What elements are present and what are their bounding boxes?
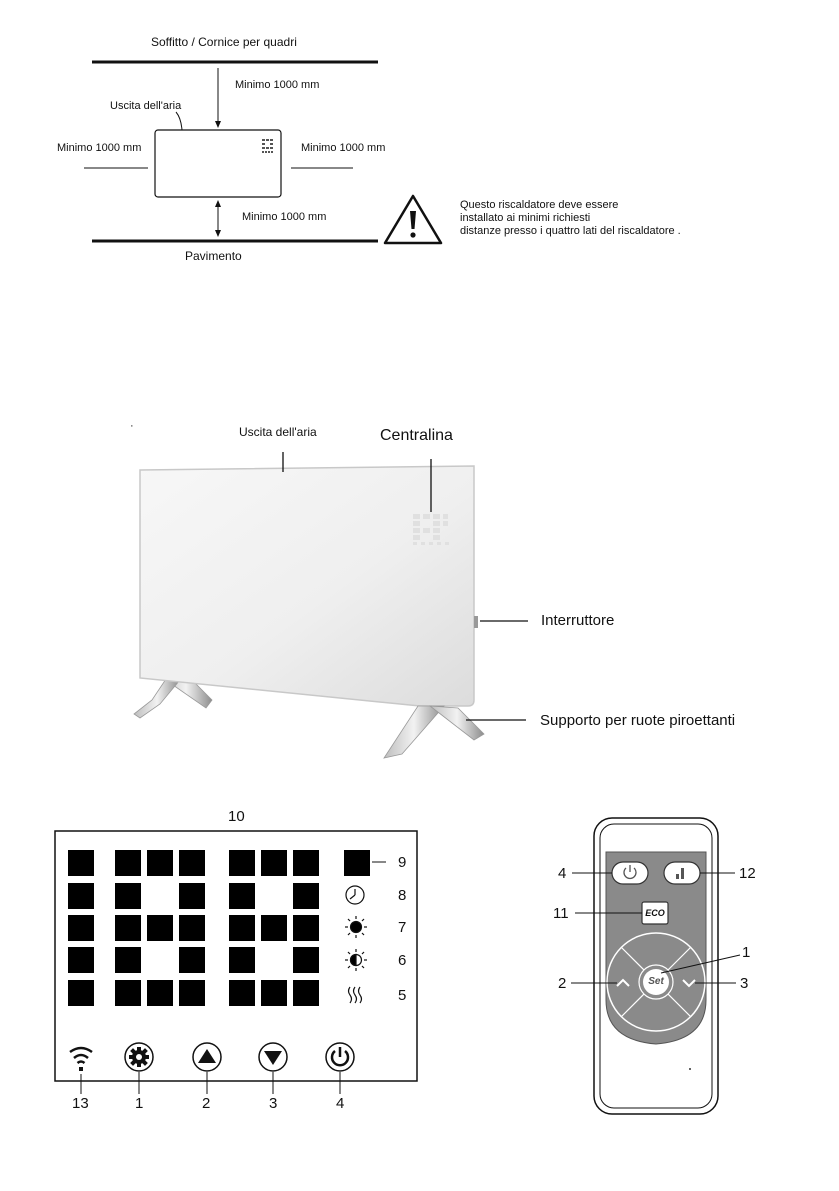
ceiling-label: Soffitto / Cornice per quadri bbox=[151, 35, 297, 49]
callout-1: 1 bbox=[135, 1095, 144, 1112]
callout-10: 10 bbox=[228, 808, 245, 825]
warning-line-1: Questo riscaldatore deve essere bbox=[460, 199, 619, 211]
remote-callout-3: 3 bbox=[740, 975, 749, 992]
control-unit-label: Centralina bbox=[380, 427, 453, 444]
remote-power-button bbox=[612, 862, 648, 884]
remote-callout-12: 12 bbox=[739, 865, 756, 882]
switch-label: Interruttore bbox=[541, 612, 615, 629]
floor-label: Pavimento bbox=[185, 249, 242, 263]
callout-13: 13 bbox=[72, 1095, 89, 1112]
callout-9: 9 bbox=[398, 854, 407, 871]
warning-line-2: installato ai minimi richiesti bbox=[460, 212, 591, 224]
remote-callout-2: 2 bbox=[558, 975, 567, 992]
callout-8: 8 bbox=[398, 887, 407, 904]
air-outlet-label: Uscita dell'aria bbox=[110, 100, 182, 112]
callout-7: 7 bbox=[398, 919, 407, 936]
remote-callout-1: 1 bbox=[742, 944, 751, 961]
min-left-label: Minimo 1000 mm bbox=[57, 142, 142, 154]
callout-5: 5 bbox=[398, 987, 407, 1004]
min-right-label: Minimo 1000 mm bbox=[301, 142, 386, 154]
remote-callout-11: 11 bbox=[553, 905, 569, 922]
callout-4: 4 bbox=[336, 1095, 345, 1112]
callout-2: 2 bbox=[202, 1095, 211, 1112]
remote-set-label: Set bbox=[648, 976, 664, 987]
stand-label: Supporto per ruote piroettanti bbox=[540, 712, 736, 729]
callout-3: 3 bbox=[269, 1095, 278, 1112]
remote-level-button bbox=[664, 862, 700, 884]
product-air-outlet-label: Uscita dell'aria bbox=[239, 425, 317, 439]
dot-mark: · bbox=[130, 420, 134, 432]
min-bottom-label: Minimo 1000 mm bbox=[242, 211, 327, 223]
remote-callout-4: 4 bbox=[558, 865, 567, 882]
callout-6: 6 bbox=[398, 952, 407, 969]
min-top-label: Minimo 1000 mm bbox=[235, 79, 320, 91]
warning-line-3: distanze presso i quattro lati del riscaldatore . bbox=[460, 225, 681, 237]
remote-eco-label: ECO bbox=[645, 908, 665, 918]
